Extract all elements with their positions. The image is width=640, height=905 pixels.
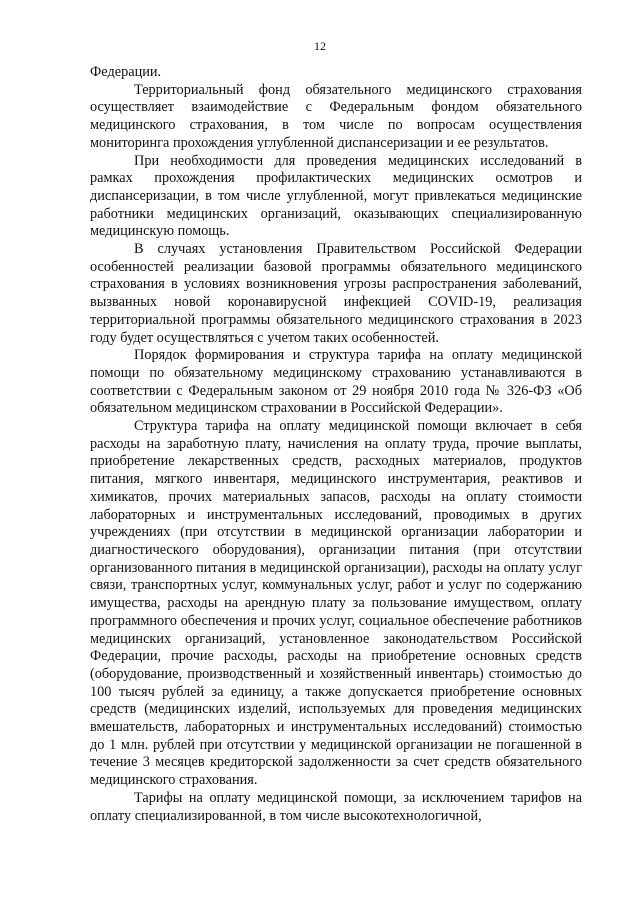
paragraph-tariff-structure: Структура тарифа на оплату медицинской помощи включает в себя расходы на заработную плату, начисления на оплату труда, прочие выплаты, приобретение лекарственных средств, расходных материалов, продуктов питания, мягкого инвентаря, медицинского инструментария, реактивов и химикатов, прочих материальных запасов, расходы на оплату стоимости лабораторных и инструментальных исследований, проводимых в других учреждениях (при отсутствии в медицинской организации лаборатории и диагностического оборудования), организации питания (при отсутствии организованного питания в медицинской организации), расходы на оплату услуг связи, транспортных услуг, коммунальных услуг, работ и услуг по содержанию имущества, расходы на арендную плату за пользование имуществом, оплату программного обеспечения и прочих услуг, социальное обеспечение работников медицинских организаций, установленное законодательством Российской Федерации, прочие расходы, расходы на приобретение основных средств (оборудование, производственный и хозяйственный инвентарь) стоимостью до 100 тысяч рублей за единицу, а также допускается приобретение основных средств (медицинских изделий, используемых для проведения медицинских вмешательств, лабораторных и инструментальных исследований) стоимостью до 1 млн. рублей при отсутствии у медицинской организации не погашенной в течение 3 месяцев кредиторской задолженности за счет средств обязательного медицинского страхования. bbox=[90, 418, 582, 789]
paragraph-tariffs-exception: Тарифы на оплату медицинской помощи, за исключением тарифов на оплату специализированной, в том числе высокотехнологичной, bbox=[90, 789, 582, 824]
paragraph-tariff-procedure: Порядок формирования и структура тарифа на оплату медицинской помощи по обязательному медицинскому страхованию устанавливаются в соответствии с Федеральным законом от 29 ноября 2010 года № 326-ФЗ «Об обязательном медицинском страховании в Российской Федерации». bbox=[90, 347, 582, 417]
document-body bbox=[90, 64, 582, 825]
paragraph-covid-features: В случаях установления Правительством Российской Федерации особенностей реализации базовой программы обязательного медицинского страхования в условиях возникновения угрозы распространения заболеваний, вызванных новой коронавирусной инфекцией COVID-19, реализация территориальной программы обязательного медицинского страхования в 2023 году будет осуществляться с учетом таких особенностей. bbox=[90, 241, 582, 346]
paragraph-medical-workers: При необходимости для проведения медицинских исследований в рамках прохождения профилактических медицинских осмотров и диспансеризации, в том числе углубленной, могут привлекаться медицинские работники медицинских организаций, оказывающих специализированную медицинскую помощь. bbox=[90, 152, 582, 240]
paragraph-tfoms-interaction: Территориальный фонд обязательного медицинского страхования осуществляет взаимодействие с Федеральным фондом обязательного медицинского страхования, в том числе по вопросам осуществления мониторинга прохождения углубленной диспансеризации и ее результатов. bbox=[90, 81, 582, 151]
paragraph-continuation: Федерации. bbox=[90, 64, 162, 80]
page-number: 12 bbox=[314, 39, 326, 53]
